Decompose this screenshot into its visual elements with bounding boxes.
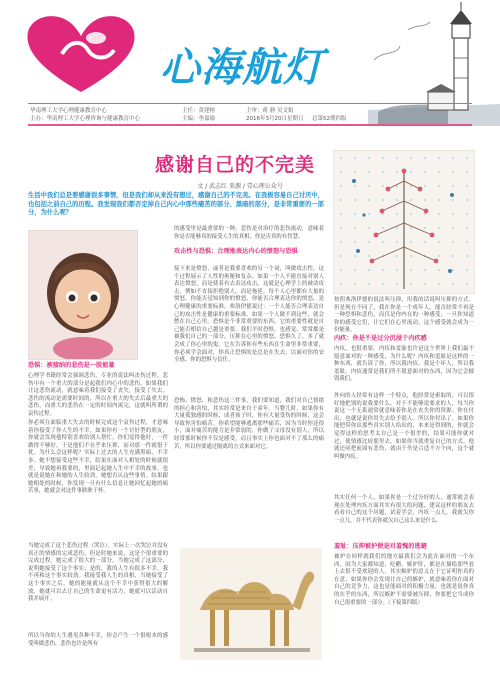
- right-paragraph-1: 按照弗洛伊德的说法叫压抑，用我的话说叫压抑的方式。但是现在不同了，我在你是一个成年人，能否经常不再是一种恐惧和悲伤，而仅是你内在的一种感受，一旦你知道你的感受它们，让它们在心里流动，这个感受就会成为一份能量。: [334, 297, 474, 334]
- snow-tree-art: [334, 151, 474, 293]
- masthead-meta-left-2: 主办：华南理工大学心理咨询与健康教育中心: [30, 116, 141, 122]
- subhead-jealousy: 羞耻：压抑被护便是对羞愧的逃避: [334, 543, 427, 550]
- middle-paragraph-2: 接下来是愤怒，或者是我要喜欢的另一个词，叫做攻击性，这个过程展示了人性的奥秘和复杂。如果一个人不能直接对别人表达愤怒，而是使着有去表达攻击。这就是心理学上的被动攻击。例如不直接拒绝别人，而是拖延。每个人心里都有大量的愤怒，你能否觉知到你的愤怒，你能否合理表达你的愤怒，是心理健康的重要标准。弗洛伊德说过：一个人能否合理表达自己的攻击性是健康的重要标准。如果一个人做不到这些，就会憋在自己心里。恐惧是个非常重要的东西，它的重要性就是自己能否相信自己越是重要。我们平时恐惧，也感觉、常常都是被我们自己的一部分，压抑在心里的愤怒、恐惧久了，多了就会成了你心里的鬼。它在告诉你有些东西在生命里非常重要，你必须学会面对，你真正恐惧的是总是在失去，以面对你的安全感、你的恐惧与信任。: [174, 266, 324, 364]
- heart-logo: [22, 10, 140, 94]
- lighthouse-illustration: [368, 0, 500, 126]
- camel-art: [180, 548, 322, 660]
- masthead-rule-top: [28, 103, 472, 104]
- girl-photo: [28, 230, 138, 360]
- left-paragraph-3: 当她完成了这个悲伤过程（哭泣），实际上一次哭泣并没有真正的情感的完成悲伤，但是时她来说，这是个很重要的完成过程。她完成了很大的一部分，当她完成了这部分，说明她接受了这个事实；是的，我的人生有很多不幸，我不再和这个事实较劲。我接受我人生的真相，当她接受了这个事实之后，她的能量就从这个不幸中获得很大的解放，她就可以去让自己的生命更有活力，她就可以活动自我并展开。: [28, 543, 168, 603]
- subhead-guilt: 内疚：你是不是过分沉浸于内疚感: [334, 335, 427, 342]
- masthead-title: 心海航灯: [160, 44, 324, 91]
- masthead-meta-mid-1: 主任：黄建榕: [182, 108, 216, 114]
- left-paragraph-1: 心理学书籍经常会强调悲伤，专业的说法叫丧伤过程。悲伤中有一个重大的部分是起我们内心中的悲伤。如果我们让这悲伤流动，就意味着我们接受了丧失，接受了失去。悲伤的流动是需要时间的，所以在重大的失去后最重大的悲伤，而重大的悲伤在一定的时间内流完，这就叫所谓的哀伤过程。: [28, 373, 168, 417]
- masthead-rule-bottom: [28, 124, 472, 126]
- subhead-sadness: 恐惧：被接纳的悲伤是一股能量: [28, 362, 115, 369]
- masthead-issue: 总第52期四版: [312, 116, 347, 122]
- right-paragraph-4: 其实任何一个人，如果你是一个过分好的人，通常就会表现在处理内疚方面其实有很大的问题，建议这样的朋友去看看自己的这个问题，试着学会，内疚一点儿，我就欠你一点儿，并不代表你就欠自己这么来是什么。: [334, 495, 474, 524]
- right-paragraph-2: 内疚，也很重要。内疚和羞耻也许是这个世界上我们最不愿意面对的一种感受，为什么呢？内疚和羞耻是这样的一种东西，就告诉了你，所以我内疚。我是个坏人，所以我羞耻。内疚通常是我们所不愿意面对的东西，因为它会摧毁我们。: [334, 346, 474, 383]
- subhead-anger-fear: 攻击性与恐惧：合理地表达内心的愤怒与恐惧: [174, 248, 298, 255]
- masthead-meta-right-1: 主审：蒋 静 吴文娟: [246, 108, 294, 114]
- middle-paragraph-1: 的感受里是最重要的一种。悲伤是对治疗的悲伤流动，意味着你是否能够真的接受人生的真相，你是否真的有智慧。: [174, 226, 324, 240]
- article-title: 感谢自己的不完美: [154, 154, 315, 176]
- middle-paragraph-3: 恐怖、愤怒、和悲伤这三件事，我们要知道，我们对自己情绪的担心和害怕，其实经常是来自于童年。当婴儿时，如果你有大量孤独感的时候，成者孩子时，你有大量受伤的时候，这会导致你害怕痛苦。你希望能够逃离那些痛苦，因为当时你还很小，面对痛苦的能力是非常弱的，你做了父母没有别人，所以经常那时候你不仅是感受，而且事实上你也面对不了那么的痛苦，所以你要通过隔离的方式来面对它。: [174, 398, 324, 450]
- snow-tree-illustration: [333, 150, 475, 294]
- left-paragraph-2: 你必须在面临重大失去的时候完成这个哀伤过程，才意味着你接受了你人生的不幸。如果你有一个讨好型的朋友，你就会发现他特别喜欢给别人帮忙，你们觉得他好，一件做得不够好，于是他们不在乎来压抑，而对那一件就很干扰。为什么会这样呢？实际上过去的人生充满黑暗，不幸多。她不想接受这些不幸，结果在面对人相处的时候就很差，导致她再我要的，里面记起她人生中不幸的故事，也就是说她在和她的人生较劲，她想否认这些事情。结果跟她相处的时候，你发现一旦有什么信息让她回忆起她的痛苦事，她就会对这件事耿耿于怀。: [28, 420, 168, 495]
- left-paragraph-4: 所以当你的人生遇见各种不幸，你会产生一个很根本的感受叫做悲伤，悲伤也许是所有: [28, 633, 168, 647]
- masthead-date: 2016年3月20日星期日: [246, 116, 304, 122]
- article-byline: 文 / 武志红 来源 / 壹心理公众号: [197, 183, 283, 190]
- girl-photo-art: [29, 231, 137, 359]
- masthead-meta-left-1: 华南理工大学心理健康教育中心: [30, 108, 108, 114]
- right-paragraph-3: 外向的人经常有这样一个特点，他经常是索取的，可以很好地把别的说我要什么，对于不能够说要求的人，每当你说这一个无系通常就意味着你是在丧失你的资源；你在付出，也就是说你用失去给予别人。所以你付出了。如果你能把带你出那些真实别人给出的，本来是得到的，你就会觉得这样的思考太自己是一个很差的，结果可能你就对过，使情感比较那里去，如果你当就重复自已的方式。他就还同把前面有悲伤，就由于坐是合适不方个向，这个就叫做内疚。: [334, 393, 474, 460]
- article-lead: 生活中我们总是要感谢很多事情，但是我们却从来没有想过，感谢自己的不完美。在我极容易自己讨厌中，也包括之前自己的历程。我发现我们都否定掉自己内心中那些痛苦的部分、黑暗的部分，是非常重要的一部分，为什么呢？: [28, 192, 324, 216]
- masthead-meta-mid-2: 主编：李嘉瑜: [182, 116, 216, 122]
- camel-illustration: [180, 548, 322, 660]
- right-paragraph-5: 被护在同样就我们的地方最我们会为此在面对的一个东西，因为大家都知道，吃醋，嫉妒肝，都是在描绘那些看上去很不受欢迎的人。其实嫉妒的意义在于它证明你真的在意，如果你你会发现让自己的嫉妒，就意味着你在面对自己的竞争力，这也是能面对的积极力量，也就是说你真的在乎的东西，所以嫉妒不需要被压抑，你要把它当成你自己很重要的一部分。（下接第四版）: [334, 554, 474, 606]
